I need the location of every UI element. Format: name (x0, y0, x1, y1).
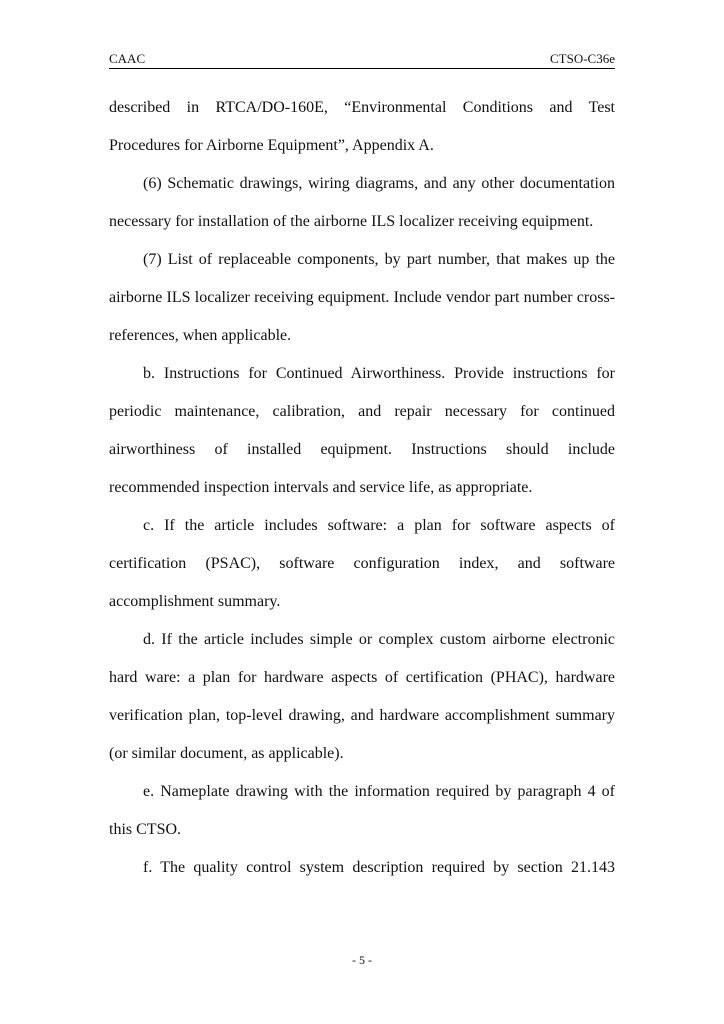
paragraph-item-c: c. If the article includes software: a plan for software aspects of certification (PSAC), software configuration index, and software accomplishment summary. (109, 517, 615, 610)
page-body (109, 89, 615, 887)
paragraph-item-e: e. Nameplate drawing with the information required by paragraph 4 of this CTSO. (109, 783, 615, 838)
paragraph-item-b: b. Instructions for Continued Airworthiness. Provide instructions for periodic maintenance, calibration, and repair necessary for continued airworthiness of installed equipment. Instructions should include recommended inspection intervals and service life, as appropriate. (109, 365, 615, 496)
page-footer (0, 953, 724, 967)
paragraph-continuation: described in RTCA/DO-160E, “Environmental Conditions and Test Procedures for Airborne Equipment”, Appendix A. (109, 99, 615, 154)
page-number: - 5 - (352, 953, 372, 967)
page-header (109, 52, 615, 69)
header-doc-id: CTSO-C36e (550, 51, 615, 66)
paragraph-item-f: f. The quality control system description required by section 21.143 (143, 859, 615, 876)
paragraph-item-6: (6) Schematic drawings, wiring diagrams, and any other documentation necessary for installation of the airborne ILS localizer receiving equipment. (109, 175, 615, 230)
paragraph-item-7: (7) List of replaceable components, by part number, that makes up the airborne ILS localizer receiving equipment. Include vendor part number cross-references, when applicable. (109, 251, 615, 344)
header-org: CAAC (109, 51, 146, 66)
paragraph-item-d: d. If the article includes simple or complex custom airborne electronic hard ware: a plan for hardware aspects of certification (PHAC), hardware verification plan, top-level drawing, and hardware accomplishment summary (or similar document, as applicable). (109, 631, 615, 762)
